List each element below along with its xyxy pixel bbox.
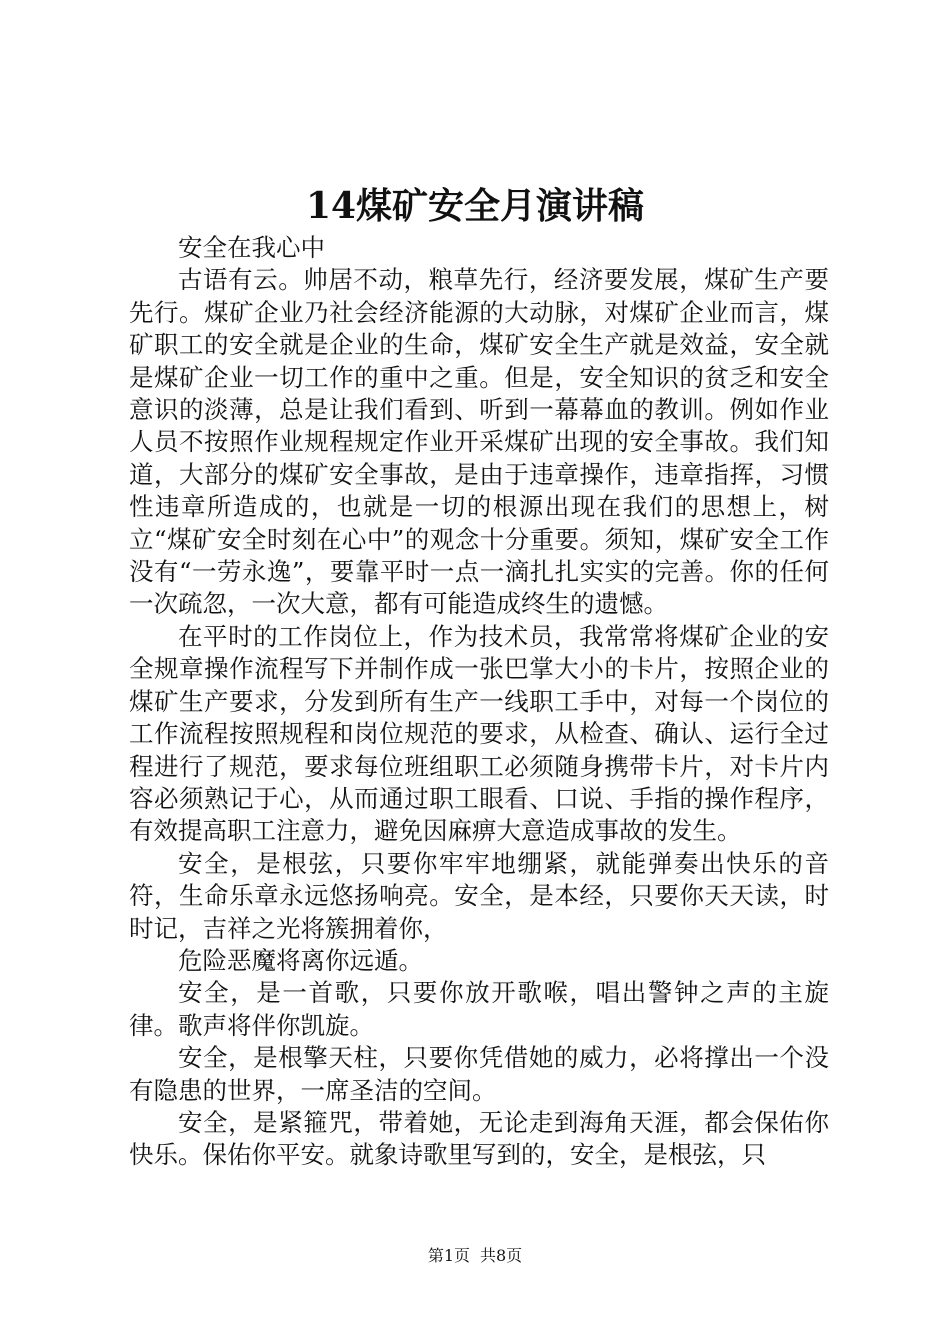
page-number: 第1页 [427, 1246, 470, 1265]
body-paragraph: 安全，是一首歌，只要你放开歌喉，唱出警钟之声的主旋律。歌声将伴你凯旋。 [129, 978, 829, 1040]
document-title: 14煤矿安全月演讲稿 [305, 185, 645, 227]
body-paragraph: 在平时的工作岗位上，作为技术员，我常常将煤矿企业的安全规章操作流程写下并制作成一张巴掌大小的卡片，按照企业的煤矿生产要求，分发到所有生产一线职工手中，对每一个岗位的工作流程按照规程和岗位规范的要求，从检查、确认、运行全过程进行了规范，要求每位班组职工必须随身携带卡片，对卡片内容必须熟记于心，从而通过职工眼看、口说、手指的操作程序，有效提高职工注意力，避免因麻痹大意造成事故的发生。 [129, 621, 829, 846]
subtitle-paragraph: 安全在我心中 [178, 233, 325, 262]
body-paragraph: 古语有云。帅居不动，粮草先行，经济要发展，煤矿生产要先行。煤矿企业乃社会经济能源的大动脉，对煤矿企业而言，煤矿职工的安全就是企业的生命，煤矿安全生产就是效益，安全就是煤矿企业一切工作的重中之重。但是，安全知识的贫乏和安全意识的淡薄，总是让我们看到、听到一幕幕血的教训。例如作业人员不按照作业规程规定作业开采煤矿出现的安全事故。我们知道，大部分的煤矿安全事故，是由于违章操作，违章指挥，习惯性违章所造成的，也就是一切的根源出现在我们的思想上，树立“煤矿安全时刻在心中”的观念十分重要。须知，煤矿安全工作没有“一劳永逸”，要靠平时一点一滴扎扎实实的完善。你的任何一次疏忽，一次大意，都有可能造成终生的遗憾。 [129, 265, 829, 619]
body-paragraph: 危险恶魔将离你远遁。 [178, 945, 423, 975]
body-paragraph: 安全，是紧箍咒，带着她，无论走到海角天涯，都会保佑你快乐。保佑你平安。就象诗歌里写到的，安全，是根弦，只 [129, 1107, 829, 1170]
page-total: 共8页 [480, 1246, 523, 1265]
body-paragraph: 安全，是根弦，只要你牢牢地绷紧，就能弹奏出快乐的音符，生命乐章永远悠扬响亮。安全，是本经，只要你天天读，时时记，吉祥之光将簇拥着你， [129, 848, 829, 943]
document-body [129, 232, 829, 1172]
body-paragraph: 安全，是根擎天柱，只要你凭借她的威力，必将撑出一个没有隐患的世界，一席圣洁的空间。 [129, 1043, 829, 1105]
page-footer [0, 1244, 950, 1268]
